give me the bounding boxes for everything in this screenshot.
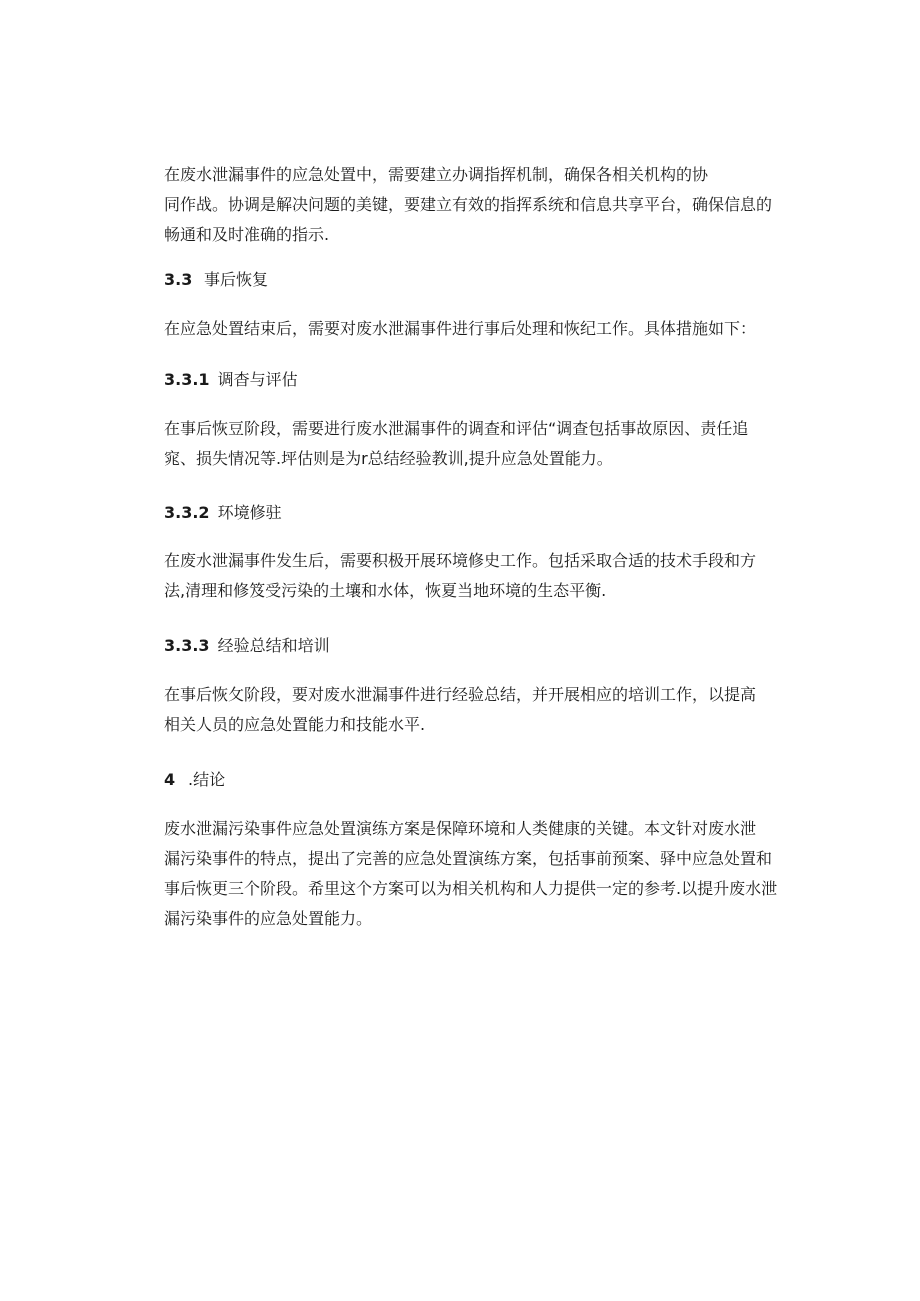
heading-title: 调杳与评估 xyxy=(217,370,298,389)
heading-3-3-1 xyxy=(164,368,298,392)
paragraph-investigation: 在事后恢豆阶段，需要进行废水泄漏事件的调查和评估“调查包括事故原因、责任追 窕、损失情况等.坪估则是为r总结经验教训,提升应急处置能力。 xyxy=(164,419,749,468)
heading-title: 经验总结和培训 xyxy=(217,636,330,655)
heading-title: 事后恢复 xyxy=(204,270,269,289)
paragraph-recovery-intro: 在应急处置结束后，需要对废水泄漏事件进行事后处理和恢纪工作。具体措施如下： xyxy=(164,319,757,338)
heading-3-3 xyxy=(164,268,268,292)
heading-number: 3.3.2 xyxy=(164,503,210,522)
heading-3-3-2 xyxy=(164,501,282,525)
heading-3-3-3 xyxy=(164,634,330,658)
heading-title: .结论 xyxy=(188,770,226,789)
paragraph-coordination: 在废水泄漏事件的应急处置中，需要建立办调指挥机制，确保各相关机构的协 同作战。协调是解决问题的美键，要建立有效的指挥系统和信息共享平台，确保信息的 畅通和及时准确的指示. xyxy=(164,165,773,244)
paragraph-experience-training: 在事后恢攵阶段，要对废水泄漏事件进行经验总结，并开展相应的培训工作，以提高 相关人员的应急处置能力和技能水平. xyxy=(164,685,757,734)
paragraph-conclusion: 废水泄漏污染事件应急处置演练方案是保障环境和人类健康的关键。本文针对废水泄 漏污染事件的特点，提出了完善的应急处置演练方案，包括事前预案、驿中应急处置和 事后恢更三个阶段。希里这个方案可以为相关机构和人力提供一定的参考.以提升废水泄 漏污染事件的应急处置能力。 xyxy=(164,819,778,928)
heading-number: 3.3.1 xyxy=(164,370,210,389)
heading-title: 环境修驻 xyxy=(217,503,282,522)
paragraph-environment-repair: 在废水泄漏事件发生后，需要积极开展环境修史工作。包括采取合适的技术手段和方 法,清理和修笈受污染的土壤和水体，恢夏当地环境的生态平衡. xyxy=(164,551,757,600)
heading-number: 4 xyxy=(164,770,176,789)
heading-number: 3.3.3 xyxy=(164,636,210,655)
heading-number: 3.3 xyxy=(164,270,193,289)
heading-4 xyxy=(164,768,225,792)
